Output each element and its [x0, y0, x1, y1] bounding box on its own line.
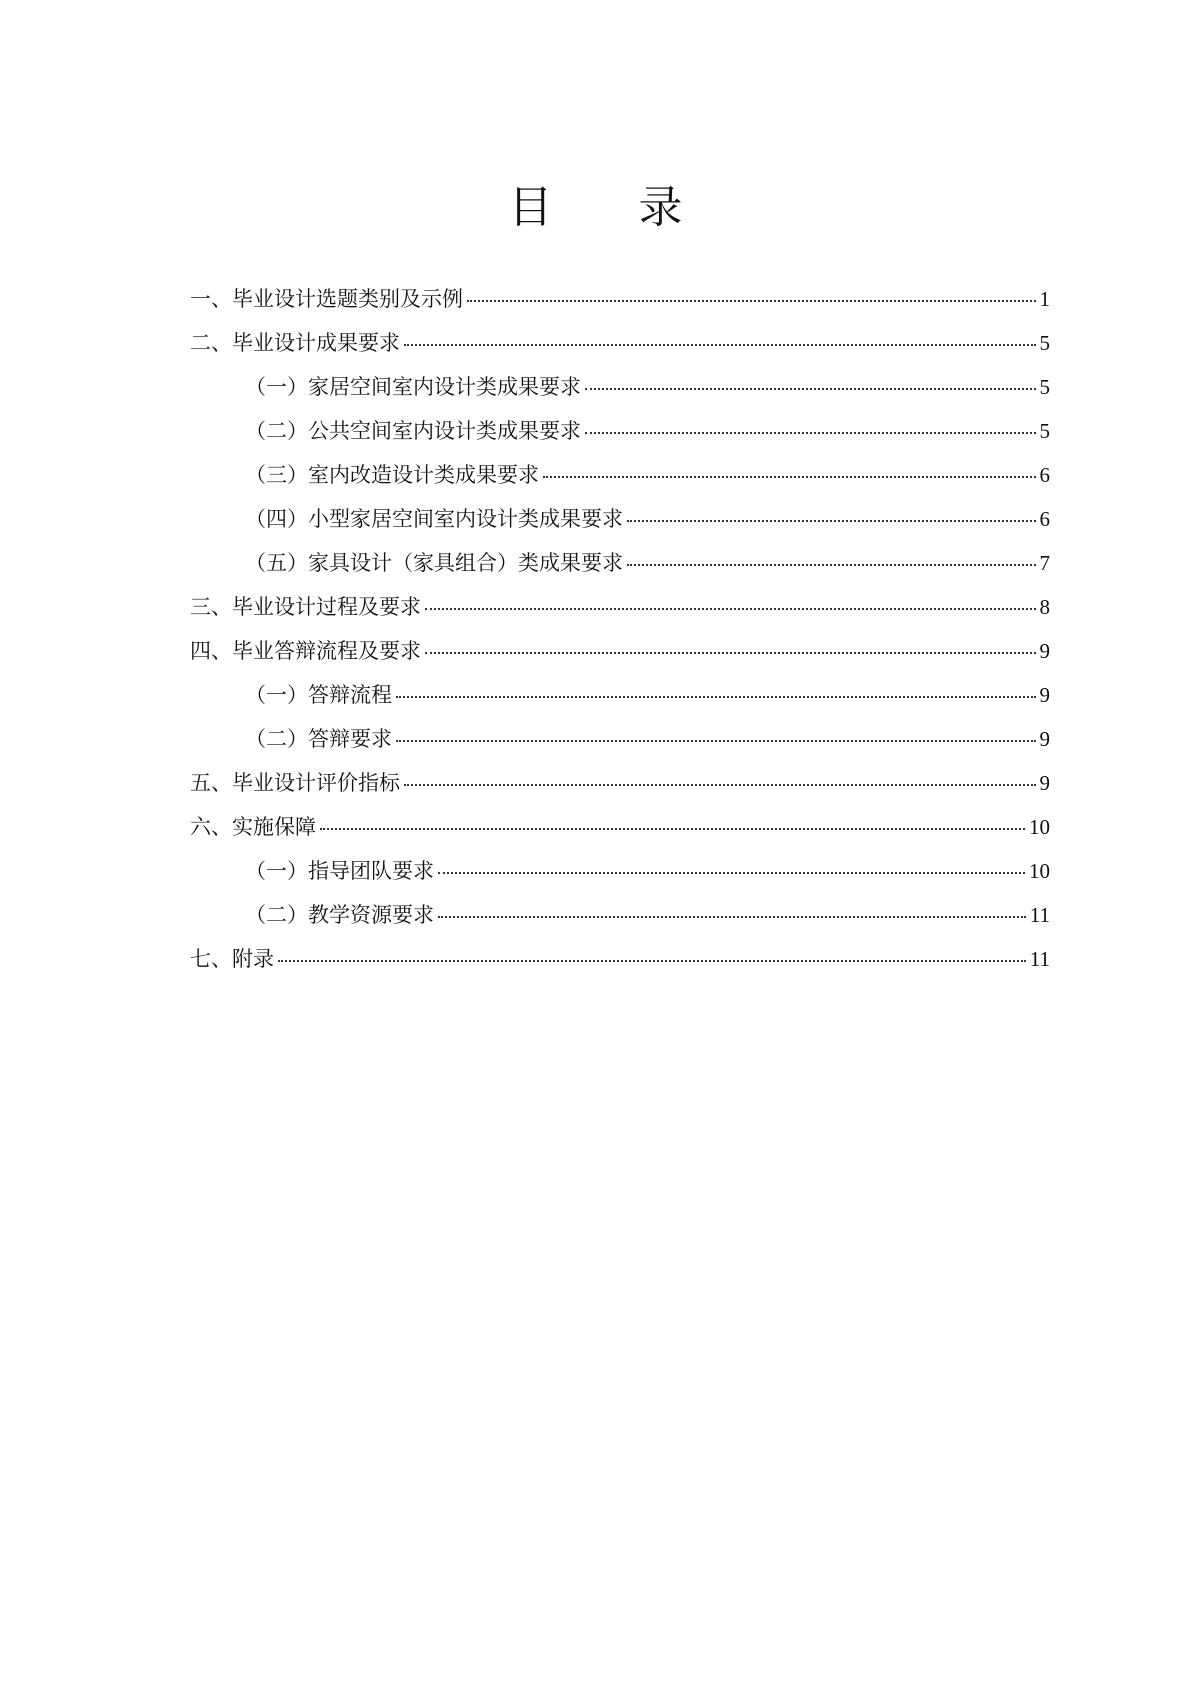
- toc-entry-label: 四、毕业答辩流程及要求: [190, 639, 421, 663]
- dot-leader: [320, 828, 1025, 830]
- toc-entry-page: 9: [1039, 639, 1050, 663]
- toc-entry[interactable]: [190, 859, 1050, 903]
- toc-entry[interactable]: [190, 287, 1050, 331]
- toc-entry-page: 9: [1039, 683, 1050, 707]
- toc-entry-page: 7: [1039, 551, 1050, 575]
- page-title: 目 录: [508, 182, 719, 233]
- toc-entry-label: 三、毕业设计过程及要求: [190, 595, 421, 619]
- toc-entry-page: 11: [1029, 903, 1050, 927]
- toc-entry-label: 一、毕业设计选题类别及示例: [190, 287, 463, 311]
- dot-leader: [438, 916, 1026, 918]
- toc-entry[interactable]: [190, 683, 1050, 727]
- toc-entry-page: 9: [1039, 727, 1050, 751]
- toc-entry-label: （一）答辩流程: [245, 683, 392, 707]
- dot-leader: [425, 608, 1036, 610]
- toc-entry-page: 5: [1039, 419, 1050, 443]
- dot-leader: [396, 740, 1036, 742]
- toc-entry[interactable]: [190, 463, 1050, 507]
- dot-leader: [627, 564, 1036, 566]
- toc-entry-page: 8: [1039, 595, 1050, 619]
- toc-entry-page: 9: [1039, 771, 1050, 795]
- toc-entry[interactable]: [190, 375, 1050, 419]
- toc-entry-page: 11: [1029, 947, 1050, 971]
- toc-entry[interactable]: [190, 771, 1050, 815]
- dot-leader: [467, 300, 1036, 302]
- toc-entry-label: 六、实施保障: [190, 815, 316, 839]
- table-of-contents: [190, 287, 1050, 991]
- toc-entry-label: （二）答辩要求: [245, 727, 392, 751]
- toc-entry[interactable]: [190, 419, 1050, 463]
- toc-entry-label: （二）公共空间室内设计类成果要求: [245, 419, 581, 443]
- dot-leader: [438, 872, 1025, 874]
- toc-entry[interactable]: [190, 639, 1050, 683]
- toc-entry[interactable]: [190, 507, 1050, 551]
- toc-entry-page: 6: [1039, 463, 1050, 487]
- toc-entry[interactable]: [190, 903, 1050, 947]
- toc-entry[interactable]: [190, 815, 1050, 859]
- toc-entry-label: （五）家具设计（家具组合）类成果要求: [245, 551, 623, 575]
- toc-entry-label: （一）家居空间室内设计类成果要求: [245, 375, 581, 399]
- toc-entry-label: 五、毕业设计评价指标: [190, 771, 400, 795]
- toc-entry-page: 10: [1029, 815, 1050, 839]
- toc-entry-label: 二、毕业设计成果要求: [190, 331, 400, 355]
- dot-leader: [404, 784, 1036, 786]
- toc-entry[interactable]: [190, 727, 1050, 771]
- toc-entry[interactable]: [190, 947, 1050, 991]
- toc-entry-label: （二）教学资源要求: [245, 903, 434, 927]
- toc-entry[interactable]: [190, 595, 1050, 639]
- dot-leader: [585, 388, 1036, 390]
- toc-entry[interactable]: [190, 331, 1050, 375]
- toc-entry[interactable]: [190, 551, 1050, 595]
- toc-entry-page: 6: [1039, 507, 1050, 531]
- dot-leader: [543, 476, 1036, 478]
- toc-entry-page: 5: [1039, 331, 1050, 355]
- toc-entry-page: 1: [1039, 287, 1050, 311]
- toc-entry-label: （一）指导团队要求: [245, 859, 434, 883]
- dot-leader: [396, 696, 1036, 698]
- dot-leader: [585, 432, 1036, 434]
- toc-entry-label: 七、附录: [190, 947, 274, 971]
- dot-leader: [425, 652, 1036, 654]
- dot-leader: [278, 960, 1026, 962]
- toc-entry-label: （三）室内改造设计类成果要求: [245, 463, 539, 487]
- toc-entry-page: 5: [1039, 375, 1050, 399]
- dot-leader: [627, 520, 1036, 522]
- toc-entry-page: 10: [1029, 859, 1050, 883]
- toc-entry-label: （四）小型家居空间室内设计类成果要求: [245, 507, 623, 531]
- dot-leader: [404, 344, 1036, 346]
